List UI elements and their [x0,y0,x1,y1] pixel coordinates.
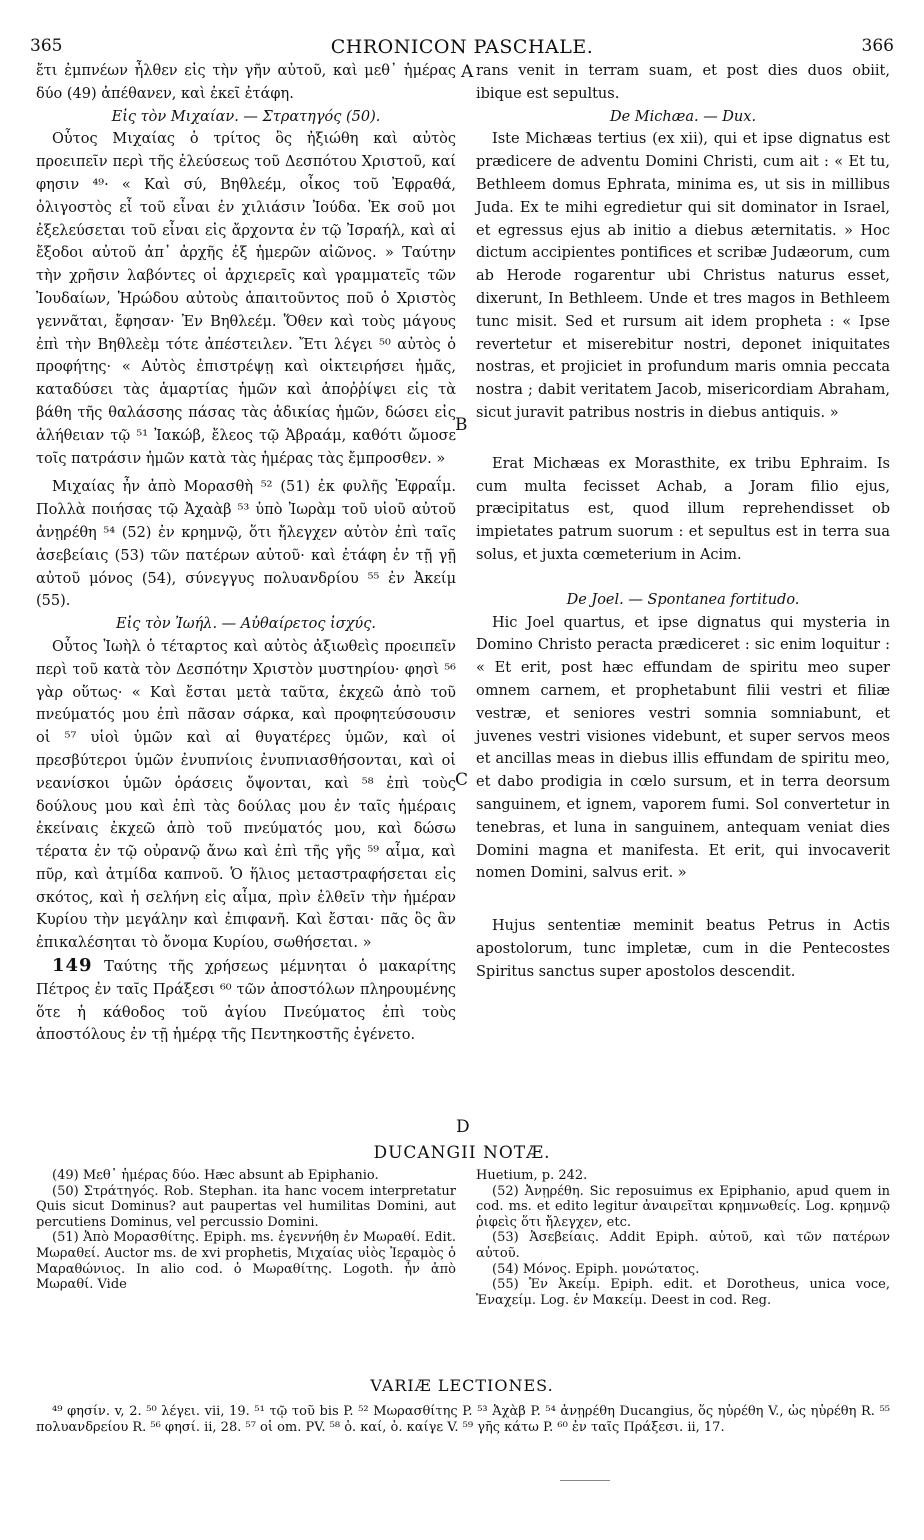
variae-text: ⁴⁹ φησίν. v, 2. ⁵⁰ λέγει. vii, 19. ⁵¹ τῷ τοῦ bis P. ⁵² Μωρασθίτης P. ⁵³ Ἀχὰβ P. ⁵⁴ ἀνῃρέθη Ducangius, ὅς ηὑρέθη V., ὡς ηὑρέθη R. ⁵⁵ πολυανδρείου R. ⁵⁶ φησί. ii, 28. ⁵⁷ οἱ om. PV. ⁵⁸ ὁ. καί, ὁ. καίγε V. ⁵⁹ γῆς κάτω P. ⁶⁰ ἐν ταῖς Πράξεσι. ii, 17. [36,1404,890,1435]
running-header [30,36,894,58]
variae-heading: VARIÆ LECTIONES. [370,1376,554,1395]
latin-paragraph: Hic Joel quartus, et ipse dignatus qui mysteria in Domino Christo peracta prædiceret : sic enim loquitur : « Et erit, post hæc effundam de spiritu meo super omnem carnem, et prophetabunt filii vestri et filiæ vestræ, et seniores vestri somnia somniabunt, et juvenes vestri visiones videbunt, et super servos meos et ancillas meas in diebus illis effundam de spiritu meo, et dabo prodigia in cœlo sursum, et in terra deorsum sanguinem, et ignem, vaporem fumi. Sol convertetur in tenebras, et luna in sanguinem, antequam veniat dies Domini magna et manifesta. Et erit, qui invocaverit nomen Domini, salvus erit. » [476,614,890,882]
margin-letter: D [456,1117,470,1137]
latin-paragraph: rans venit in terram suam, et post dies duos obiit, ibique est sepultus. [476,63,890,102]
page-number-left: 365 [30,36,63,56]
note-item: (51) Ἀπὸ Μορασθίτης. Epiph. ms. ἐγεννήθη ἐν Μωραθί. Edit. Μωραθεί. Auctor ms. de xvi prophetis, Μιχαίας υἱὸς Ἰεραμὸς ὁ Μαραθώνιος. In alio cod. ὁ Μωραθίτης. Logoth. ἦν ἀπὸ Μωραθί. Vide [36,1230,456,1293]
greek-paragraph: Μιχαίας ἦν ἀπὸ Μορασθὴ ⁵² (51) ἐκ φυλῆς Ἐφραΐμ. Πολλὰ ποιήσας τῷ Ἀχαὰβ ⁵³ ὑπὸ Ἰωρὰμ τοῦ υἱοῦ αὐτοῦ ἀνῃρέθη ⁵⁴ (52) ἐν κρημνῷ, ὅτι ἤλεγχεν αὐτὸν ἐπὶ ταῖς ἀσεβείαις (53) τῶν πατέρων αὐτοῦ· καὶ ἐτάφη ἐν τῇ γῇ αὐτοῦ μόνος (54), σύνεγγυς πολυανδρίου ⁵⁵ ἐν Ἀκείμ (55). [36,479,456,610]
running-title: CHRONICON PASCHALE. [330,36,594,58]
variae-lectiones [36,1404,890,1435]
note-item: (49) Μεθ᾽ ἡμέρας δύο. Hæc absunt ab Epiphanio. [52,1168,379,1183]
note-item: (50) Στράτηγός. Rob. Stephan. ita hanc vocem interpretatur Quis sicut Dominus? aut paupertas vel humilitas Domini, aut percutiens Dominus, vel percussio Domini. [36,1183,456,1230]
latin-paragraph: Hujus sententiæ meminit beatus Petrus in Actis apostolorum, tunc impletæ, cum in die Pentecostes Spiritus sanctus super apostolos descendit. [476,918,890,980]
margin-letter: C [455,770,469,790]
note-item: (55) Ἐν Ἀκείμ. Epiph. edit. et Dorotheus, unica voce, Ἐναχείμ. Log. ἐν Μακείμ. Deest in cod. Reg. [476,1277,890,1308]
section-number: 149 [52,955,93,977]
greek-subheading: Εἰς τὸν Μιχαίαν. — Στρατηγός (50). [111,108,381,125]
latin-column [476,60,890,983]
greek-paragraph-text: Ταύτης τῆς χρήσεως μέμνηται ὁ μακαρίτης Πέτρος ἐν ταῖς Πράξεσι ⁶⁰ τῶν ἀποστόλων πληρουμένης ὅτε ἡ κάθοδος τοῦ ἁγίου Πνεύματος ἐπὶ τοὺς ἀποστόλους ἐν τῇ ἡμέρᾳ τῆς Πεντηκοστῆς ἐγένετο. [36,959,457,1044]
latin-paragraph: Erat Michæas ex Morasthite, ex tribu Ephraim. Is cum multa fecisset Achab, a Joram filio ejus, præcipitatus est, quod illum reprehendisset ob impietates patrum suorum : et sepultus est in terra sua solus, et juxta cœmeterium in Acim. [476,455,890,563]
latin-subheading: De Michæa. — Dux. [609,108,757,125]
note-continuation: Huetium, p. 242. [476,1168,588,1183]
greek-paragraph-with-number [36,955,456,1047]
margin-letter: B [455,415,468,435]
greek-paragraph: Οὗτος Μιχαίας ὁ τρίτος ὃς ἠξιώθη καὶ αὐτὸς προειπεῖν περὶ τῆς ἐλεύσεως τοῦ Δεσπότου Χριστοῦ, καί φησιν ⁴⁹· « Καὶ σύ, Βηθλεέμ, οἶκος τοῦ Ἐφραθά, ὀλιγοστὸς εἶ τοῦ εἶναι ἐν χιλιάσιν Ἰούδα. Ἐκ σοῦ μοι ἐξελεύσεται τοῦ εἶναι εἰς ἄρχοντα ἐν τῷ Ἰσραήλ, καὶ αἱ ἔξοδοι αὐτοῦ ἀπ᾽ ἀρχῆς ἐξ ἡμερῶν αἰῶνος. » Ταύτην τὴν χρῆσιν λαβόντες οἱ ἀρχιερεῖς καὶ γραμματεῖς τῶν Ἰουδαίων, Ἡρώδου αὐτοὺς ἀπαιτοῦντος ποῦ ὁ Χριστὸς γεννᾶται, ἔφησαν· Ἐν Βηθλεέμ. Ὅθεν καὶ τοὺς μάγους ἐπὶ τὴν Βηθλεὲμ τότε ἀπέστειλεν. Ἔτι λέγει ⁵⁰ αὐτὸς ὁ προφήτης· « Αὐτὸς ἐπιστρέψῃ καὶ οἰκτειρήσει ἡμᾶς, καταδύσει τὰς ἁμαρτίας ἡμῶν καὶ ἀποῤῥίψει εἰς τὰ βάθη τῆς θαλάσσης πάσας τὰς ἀδικίας ἡμῶν, δώσει εἰς ἀλήθειαν τῷ ⁵¹ Ἰακώβ, ἔλεος τῷ Ἀβραάμ, καθότι ὤμοσε τοῖς πατράσιν ἡμῶν κατὰ τὰς ἡμέρας τὰς ἔμπροσθεν. » [36,131,456,467]
margin-letter: A [461,62,474,82]
note-item: (53) Ἀσεβείαις. Addit Epiph. αὐτοῦ, καὶ τῶν πατέρων αὐτοῦ. [476,1230,890,1261]
notes-heading: DUCANGII NOTÆ. [373,1143,551,1163]
footer-rule [560,1480,610,1481]
greek-paragraph: ἔτι ἐμπνέων ἦλθεν εἰς τὴν γῆν αὐτοῦ, καὶ μεθ᾽ ἡμέρας δύο (49) ἀπέθανεν, καὶ ἐκεῖ ἐτάφη. [36,63,456,102]
note-item: (54) Μόνος. Epiph. μονώτατος. [492,1261,700,1277]
greek-paragraph: Οὗτος Ἰωὴλ ὁ τέταρτος καὶ αὐτὸς ἀξιωθεὶς προειπεῖν περὶ τοῦ κατὰ τὸν Δεσπότην Χριστὸν μυστηρίου· φησὶ ⁵⁶ γὰρ οὕτως· « Καὶ ἔσται μετὰ ταῦτα, ἐκχεῶ ἀπὸ τοῦ πνεύματός μου ἐπὶ πᾶσαν σάρκα, καὶ προφητεύσουσιν οἱ ⁵⁷ υἱοὶ ὑμῶν καὶ αἱ θυγατέρες ὑμῶν, καὶ οἱ πρεσβύτεροι ὑμῶν ἐνυπνίοις ἐνυπνιασθήσονται, καὶ οἱ νεανίσκοι ὑμῶν ὁράσεις ὄψονται, καὶ ⁵⁸ ἐπὶ τοὺς δούλους μου καὶ ἐπὶ τὰς δούλας μου ἐν ταῖς ἡμέραις ἐκείναις ἐκχεῶ ἀπὸ τοῦ πνεύματός μου, καὶ δώσω τέρατα ἐν τῷ οὐρανῷ ἄνω καὶ ἐπὶ τῆς γῆς ⁵⁹ αἷμα, καὶ πῦρ, καὶ ἀτμίδα καπνοῦ. Ὁ ἥλιος μεταστραφήσεται εἰς σκότος, καὶ ἡ σελήνη εἰς αἷμα, πρὶν ἐλθεῖν τὴν ἡμέραν Κυρίου τὴν μεγάλην καὶ ἐπιφανῆ. Καὶ ἔσται· πᾶς ὃς ἂν ἐπικαλέσηται τὸ ὄνομα Κυρίου, σωθήσεται. » [36,638,456,952]
page-number-right: 366 [861,36,894,56]
notes-right-column [476,1168,890,1308]
greek-column [36,60,456,1047]
latin-subheading: De Joel. — Spontanea fortitudo. [566,591,800,608]
note-item: (52) Ἀνῃρέθη. Sic reposuimus ex Epiphanio, apud quem in cod. ms. et edito legitur ἀναιρεῖται κρημνωθείς. Log. κρημνῷ ῥιφεὶς ὅτι ἤλεγχεν, etc. [476,1183,890,1230]
latin-paragraph: Iste Michæas tertius (ex xii), qui et ipse dignatus est prædicere de adventu Domini Christi, cum ait : « Et tu, Bethleem domus Ephrata, minima es, ut sis in millibus Juda. Ex te mihi egredietur qui sit dominator in Israel, et egressus ejus ab initio a diebus æternitatis. » Hoc dictum accipientes pontifices et scribæ Judæorum, cum ab Herode rogarentur ubi Christus naturus esset, dixerunt, In Bethleem. Unde et tres magos in Bethleem tunc misit. Sed et rursum ait idem propheta : « Ipse revertetur et miserebitur nostri, deponet iniquitates nostras, et projiciet in profundum maris omnia peccata nostra ; dabit veritatem Jacob, misericordiam Abraham, sicut juravit patribus nostris in diebus antiquis. » [476,131,890,421]
notes-left-column [36,1168,456,1293]
greek-subheading: Εἰς τὸν Ἰωήλ. — Αὐθαίρετος ἰσχύς. [116,616,376,633]
